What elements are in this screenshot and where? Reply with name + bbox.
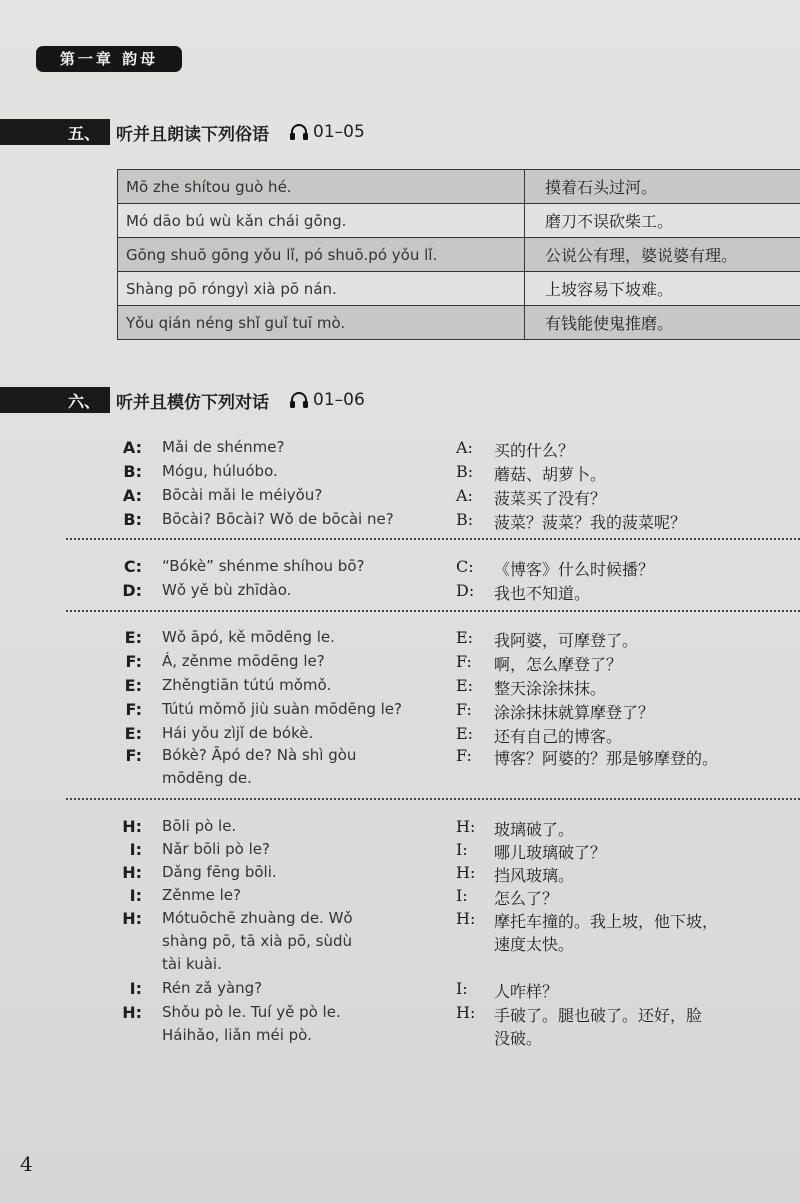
dialogue-line <box>0 700 800 722</box>
section-6-title: 听并且模仿下列对话 <box>116 392 269 413</box>
pinyin-text: Rén zǎ yàng? <box>162 979 263 997</box>
chinese-text: 哪儿玻璃破了？ <box>494 843 607 862</box>
page-number: 4 <box>20 1152 33 1176</box>
section-5-title: 听并且朗读下列俗语 <box>116 124 269 145</box>
chinese-text: 菠菜买了没有？ <box>494 489 607 508</box>
dialogue-line <box>0 840 800 862</box>
speaker-label: E: <box>124 676 142 695</box>
dialogue-line <box>0 863 800 885</box>
pinyin-cell: Shàng pō róngyì xià pō nán. <box>118 272 525 306</box>
speaker-label: H: <box>122 817 142 836</box>
dialogue-line <box>0 438 800 460</box>
dialogue-line <box>0 817 800 839</box>
pinyin-text: Mógu, húluóbo. <box>162 462 278 480</box>
chinese-speaker-label: E: <box>456 676 474 695</box>
pinyin-text: Mǎi de shénme? <box>162 438 285 456</box>
dialogue-line-continuation <box>0 955 800 977</box>
dialogue-line-continuation <box>0 932 800 954</box>
chinese-speaker-label: E: <box>456 724 474 743</box>
chinese-speaker-label: I: <box>456 979 468 998</box>
chinese-text: 速度太快。 <box>494 935 575 954</box>
chinese-text: 涂涂抹抹就算摩登了？ <box>494 703 655 722</box>
pinyin-text: Nǎr bōli pò le? <box>162 840 270 858</box>
table-row <box>118 170 800 204</box>
chinese-speaker-label: E: <box>456 628 474 647</box>
chinese-text: 玻璃破了。 <box>494 820 575 839</box>
pinyin-text: Bókè? Āpó de? Nà shì gòu <box>162 746 357 764</box>
dotted-divider <box>66 538 800 540</box>
chinese-speaker-label: B: <box>456 510 474 529</box>
chinese-speaker-label: D: <box>456 581 475 600</box>
pinyin-text: Háihǎo, liǎn méi pò. <box>162 1026 312 1044</box>
table-row <box>118 306 800 340</box>
speaker-label: B: <box>123 462 142 481</box>
pinyin-text: Shǒu pò le. Tuí yě pò le. <box>162 1003 341 1021</box>
section-5-header <box>0 118 365 146</box>
speaker-label: F: <box>125 700 142 719</box>
audio-track-number: 01–05 <box>313 122 365 142</box>
pinyin-text: mōdēng de. <box>162 769 252 787</box>
pinyin-text: Bōcài? Bōcài? Wǒ de bōcài ne? <box>162 510 394 528</box>
section-5-number: 五、 <box>0 119 110 145</box>
chinese-speaker-label: F: <box>456 700 472 719</box>
dotted-divider <box>66 610 800 612</box>
chinese-speaker-label: I: <box>456 840 468 859</box>
chinese-speaker-label: I: <box>456 886 468 905</box>
chinese-speaker-label: H: <box>456 863 476 882</box>
speaker-label: C: <box>123 557 142 576</box>
pinyin-text: Wǒ āpó, kě mōdēng le. <box>162 628 335 646</box>
chinese-text: 啊，怎么摩登了？ <box>494 655 623 674</box>
speaker-label: A: <box>122 438 142 457</box>
chinese-text: 手破了。腿也破了。还好，脸 <box>494 1006 703 1025</box>
chinese-text: 《博客》什么时候播？ <box>494 560 655 579</box>
pinyin-text: Hái yǒu zìjǐ de bókè. <box>162 724 314 742</box>
pinyin-text: shàng pō, tā xià pō, sùdù <box>162 932 352 950</box>
speaker-label: E: <box>124 724 142 743</box>
pinyin-text: Bōli pò le. <box>162 817 237 835</box>
dialogue-line <box>0 1003 800 1025</box>
chinese-speaker-label: F: <box>456 746 472 765</box>
chinese-text: 我也不知道。 <box>494 584 591 603</box>
pinyin-text: Zhěngtiān tútú mǒmǒ. <box>162 676 332 694</box>
chinese-speaker-label: H: <box>456 1003 476 1022</box>
table-row <box>118 272 800 306</box>
chinese-text: 博客？阿婆的？那是够摩登的。 <box>494 749 719 768</box>
chinese-cell: 磨刀不误砍柴工。 <box>525 204 800 238</box>
dialogue-line <box>0 886 800 908</box>
pinyin-text: tài kuài. <box>162 955 222 973</box>
dotted-divider <box>66 798 800 800</box>
chinese-cell: 有钱能使鬼推磨。 <box>525 306 800 340</box>
headphones-icon[interactable] <box>289 391 309 409</box>
chinese-text: 怎么了？ <box>494 889 559 908</box>
chinese-text: 菠菜？菠菜？我的菠菜呢？ <box>494 513 687 532</box>
section-6-number: 六、 <box>0 387 110 413</box>
dialogue-line <box>0 724 800 746</box>
chinese-text: 还有自己的博客。 <box>494 727 623 746</box>
speaker-label: H: <box>122 909 142 928</box>
speaker-label: I: <box>129 840 142 859</box>
chinese-text: 人咋样？ <box>494 982 559 1001</box>
dialogue-line-continuation <box>0 1026 800 1048</box>
speaker-label: H: <box>122 1003 142 1022</box>
dialogue-line <box>0 462 800 484</box>
chinese-text: 挡风玻璃。 <box>494 866 575 885</box>
proverbs-table <box>117 169 800 340</box>
pinyin-cell: Gōng shuō gōng yǒu lǐ, pó shuō.pó yǒu lǐ. <box>118 238 525 272</box>
chinese-speaker-label: H: <box>456 909 476 928</box>
chinese-speaker-label: A: <box>456 438 473 457</box>
dialogue-line <box>0 909 800 931</box>
dialogue-line <box>0 581 800 603</box>
speaker-label: I: <box>129 886 142 905</box>
pinyin-text: “Bókè” shénme shíhou bō? <box>162 557 365 575</box>
dialogue-line <box>0 676 800 698</box>
chinese-cell: 公说公有理，婆说婆有理。 <box>525 238 800 272</box>
table-row <box>118 204 800 238</box>
pinyin-text: Dǎng fēng bōli. <box>162 863 277 881</box>
chinese-cell: 上坡容易下坡难。 <box>525 272 800 306</box>
dialogue-line <box>0 746 800 768</box>
speaker-label: F: <box>125 746 142 765</box>
dialogue-line <box>0 557 800 579</box>
chinese-text: 摩托车撞的。我上坡，他下坡， <box>494 912 719 931</box>
speaker-label: A: <box>122 486 142 505</box>
dialogue-line <box>0 628 800 650</box>
pinyin-cell: Yǒu qián néng shǐ guǐ tuī mò. <box>118 306 525 340</box>
pinyin-text: Mótuōchē zhuàng de. Wǒ <box>162 909 353 927</box>
speaker-label: E: <box>124 628 142 647</box>
section-6-header <box>0 386 365 414</box>
chinese-speaker-label: C: <box>456 557 474 576</box>
chapter-tab: 第一章 韵母 <box>36 46 182 72</box>
chinese-speaker-label: H: <box>456 817 476 836</box>
chinese-text: 整天涂涂抹抹。 <box>494 679 607 698</box>
chinese-text: 没破。 <box>494 1029 543 1048</box>
pinyin-cell: Mō zhe shítou guò hé. <box>118 170 525 204</box>
speaker-label: D: <box>122 581 142 600</box>
pinyin-text: Zěnme le? <box>162 886 241 904</box>
dialogue-line <box>0 510 800 532</box>
chinese-text: 买的什么？ <box>494 441 575 460</box>
speaker-label: B: <box>123 510 142 529</box>
chinese-speaker-label: F: <box>456 652 472 671</box>
dialogue-line <box>0 652 800 674</box>
chinese-speaker-label: A: <box>456 486 473 505</box>
speaker-label: F: <box>125 652 142 671</box>
chinese-text: 我阿婆，可摩登了。 <box>494 631 639 650</box>
dialogue-line <box>0 979 800 1001</box>
headphones-icon[interactable] <box>289 123 309 141</box>
pinyin-cell: Mó dāo bú wù kǎn chái gōng. <box>118 204 525 238</box>
chinese-text: 蘑菇、胡萝卜。 <box>494 465 607 484</box>
pinyin-text: Tútú mǒmǒ jiù suàn mōdēng le? <box>162 700 402 718</box>
chinese-cell: 摸着石头过河。 <box>525 170 800 204</box>
dialogue-line <box>0 486 800 508</box>
pinyin-text: Á, zěnme mōdēng le? <box>162 652 325 670</box>
speaker-label: I: <box>129 979 142 998</box>
pinyin-text: Bōcài mǎi le méiyǒu? <box>162 486 323 504</box>
audio-track-number: 01–06 <box>313 390 365 410</box>
pinyin-text: Wǒ yě bù zhīdào. <box>162 581 292 599</box>
table-row <box>118 238 800 272</box>
dialogue-line-continuation <box>0 769 800 791</box>
chinese-speaker-label: B: <box>456 462 474 481</box>
speaker-label: H: <box>122 863 142 882</box>
